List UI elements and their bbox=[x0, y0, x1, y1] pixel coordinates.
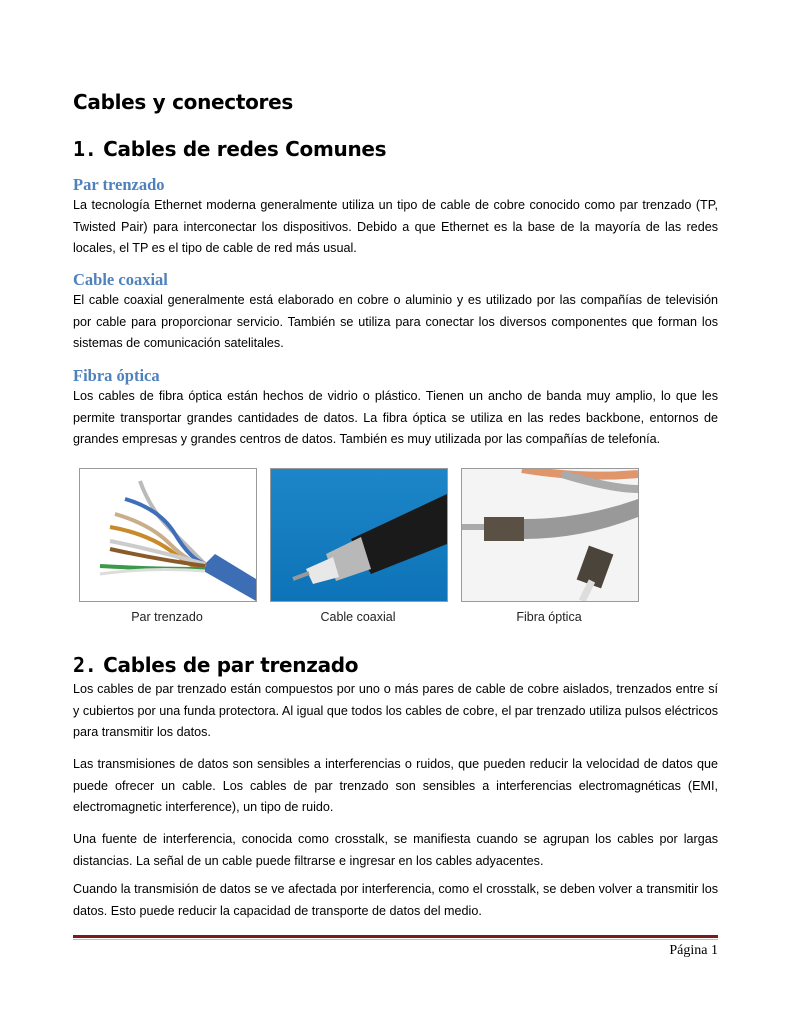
coaxial-image bbox=[270, 468, 448, 602]
footer-rule-thin bbox=[73, 939, 718, 940]
fiber-optic-image bbox=[461, 468, 639, 602]
paragraph: Los cables de fibra óptica están hechos de vidrio o plástico. Tienen un ancho de banda muy amplio, lo que les permite transportar grandes cantidades de datos. La fibra óptica se utiliza en las redes backbone, entornos de grandes empresas y grandes centros de datos. También es muy utilizada por las compañías de telefonía. bbox=[73, 389, 718, 446]
subheading-cable-coaxial: Cable coaxial bbox=[73, 270, 168, 289]
caption-fibra-optica: Fibra óptica bbox=[516, 610, 582, 624]
subheading-fibra-optica: Fibra óptica bbox=[73, 366, 160, 385]
paragraph: Una fuente de interferencia, conocida como crosstalk, se manifiesta cuando se agrupan los cables por largas distancias. La señal de un cable puede filtrarse e ingresar en los cables adyacentes. bbox=[73, 832, 718, 868]
footer-rule bbox=[73, 935, 718, 938]
twisted-pair-image bbox=[79, 468, 257, 602]
document-title: Cables y conectores bbox=[73, 90, 293, 114]
caption-par-trenzado: Par trenzado bbox=[131, 610, 203, 624]
page-number: Página 1 bbox=[669, 943, 718, 958]
paragraph: Cuando la transmisión de datos se ve afectada por interferencia, como el crosstalk, se deben volver a transmitir los datos. Esto puede reducir la capacidad de transporte de datos del medio. bbox=[73, 882, 718, 918]
paragraph: El cable coaxial generalmente está elaborado en cobre o aluminio y es utilizado por las compañías de televisión por cable para proporcionar servicio. También se utiliza para conectar los diversos componentes que forman los sistemas de comunicación satelitales. bbox=[73, 293, 718, 350]
paragraph: La tecnología Ethernet moderna generalmente utiliza un tipo de cable de cobre conocido como par trenzado (TP, Twisted Pair) para interconectar los dispositivos. Debido a que Ethernet es la base de la mayoría de las redes locales, el TP es el tipo de cable de red más usual. bbox=[73, 198, 718, 255]
paragraph: Las transmisiones de datos son sensibles a interferencias o ruidos, que pueden reducir la velocidad de datos que puede ofrecer un cable. Los cables de par trenzado son sensibles a interferencias electromagnéticas (EMI, electromagnetic interference), un tipo de ruido. bbox=[73, 757, 718, 814]
subheading-par-trenzado: Par trenzado bbox=[73, 175, 165, 194]
paragraph: Los cables de par trenzado están compuestos por uno o más pares de cable de cobre aislados, trenzados entre sí y cubiertos por una funda protectora. Al igual que todos los cables de cobre, el par trenzado utiliza pulsos eléctricos para transmitir los datos. bbox=[73, 682, 718, 739]
section-1-heading: 1. Cables de redes Comunes bbox=[73, 137, 387, 161]
caption-cable-coaxial: Cable coaxial bbox=[320, 610, 396, 624]
section-2-heading: 2. Cables de par trenzado bbox=[73, 653, 359, 677]
